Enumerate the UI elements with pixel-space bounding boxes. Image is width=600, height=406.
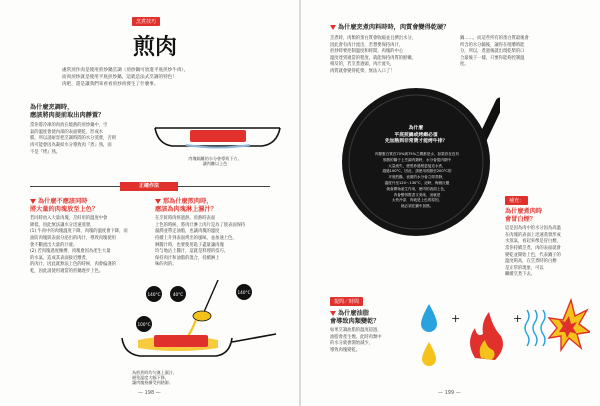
q1-title: 為什麼烹調時， 應該將肉提前取出肉靜置？ [30, 104, 105, 119]
temp-circle [236, 284, 252, 300]
red-triangle-icon [330, 25, 336, 30]
q4-body-col2: 鍋……，而這些所有的蛋白質最後會 所含的水分隨後，讓你在咀嚼時能 分，所以，煮過後就出現乾柴的口 合最後干一樣，只要你能夠控制溫 度。 [460, 36, 529, 68]
q1-body: 當你將冷凍的肉放在燒熱的煎炒鍋中，空 氣的溫度會使內部的表面變乾，形成水 膜，所以請耐容把烹調時間的水分蒸發，否則 肉可能會因為凝結水分導致肉『煮』熟，而 不是『烤』熟。 [30, 123, 116, 155]
section-tag: 烹煮技巧 [132, 17, 160, 26]
q3-body: 在烹飪時肉經過熱，煎熱時表面 上色的時候，將肉汁淋上肉片是為了使表面保持 濕潤並帶走油脂，也讓肉塊的溫度 持續上升到表面烤出的風味，並加速上色。 淋醬汁時，也要使用匙子盡量讓肉塊 均勻地沾上醬汁，這就是料理的技巧。 保持肉汁和油脂的混合，持續淋上 味的肉的。 [155, 216, 246, 268]
water-drop-icon [421, 304, 437, 332]
pan-handle [232, 334, 276, 342]
intro-paragraph: 處常煎作肉是使用煎炒鍋烹調（煎炒鍋可放進平底煎炒牛肉）， 而肉煎炒就是使用平底煎炒鍋，這就是法式烹調的特色！ 肉吧，還是讓我們來看看煎炒肉發生了什麼事。 [62, 68, 189, 88]
page-number-left: — 198 — [138, 390, 161, 396]
svg-text:+: + [451, 312, 461, 325]
right-page [300, 0, 600, 406]
q4-body-col1: 烹煮時，肉類的蛋白質會收縮並且擠出水分， 因此會有肉汁流出，若想要保持肉汁， 煎炒時要控制溫度和時間，肉塊的中心 溫度達到適當的程度，就能保持肉質的鮮嫩。 相反的，若烹煮過頭，肉汁流失， 肉質就會變得乾柴，無法入口了！ [330, 36, 416, 74]
circle-title: 為什麼 平底煎鍋或烤網必須 先加熱到非常燙才能烤牛排？ [384, 126, 448, 145]
page-title: 煎肉 [132, 34, 177, 60]
sidebar1-title: 為什麼煮肉時 會冒白煙？ [505, 208, 543, 223]
q3-block [155, 198, 273, 269]
q2-body: 若同時放入大量肉塊，烹飪用的溫度中會 降低，因此無法讓水分迅速蒸發， (1) 牛肉中的肉塊溫度下降，肉塊的溫度會下降，而 油防肉塊與表面分泌出的肉汁，導致肉塊使用 會不斷流出大量的汁液。 (2) 若肉塊過度擁擠，肉塊會因為產生大量 的水氣，造成其表面接近燉煮， 的肉汁，因此就無法上色的時候，肉會偏淺的 乾，因此請使用適當的煎鍋逐步上色。 [30, 216, 128, 274]
sidebar2-body: 如果烹調油脂的溫度超過， 油脂會產生煙，此時肉類中 的水分就會開始減少， 導致肉塊變乾。 [330, 328, 382, 353]
page-number-right: — 199 — [438, 390, 461, 396]
red-triangle-icon [155, 199, 161, 204]
svg-text:40°C: 40°C [172, 292, 184, 297]
circle-body: 肉類蛋白質在70%到75%之間都是水，如果你在沒有 預熱的鍋子上烹調肉類時，水分會從肉類中 大量流失，使煎炒過程更接近水煮， 超過100°C，因此，請使用預熱至200°C的 平底煎鍋，表面的水分會立即蒸發， 溫度升至120～130°C，這時，梅納反應 就會開始產生作用，使肉的表面上色， 肉會變得既香又美味，這就是 太快冷卻，肉就是上色的原因， 就必須在鍋中加熱。 [374, 152, 460, 209]
sidebar1-body: 這是因為肉中的水分因為高溫 在肉塊的表面上迅速蒸發形成 水蒸氣，看起來像是冒白煙， 當你持續烹煮，肉的表面就會 變乾並開始上色，代表鍋子的 溫度夠高，在烹煮時的白煙 是正常的現象，可以 繼續烹煮下去。 [505, 226, 561, 278]
q2-title: 為什麼不應該同時 將大量的肉塊放至上色？ [30, 198, 99, 213]
q1-block [30, 104, 135, 156]
q4-block [330, 24, 580, 74]
temp-circle [170, 286, 186, 302]
svg-text:+: + [513, 312, 523, 325]
meat-piece [154, 335, 208, 347]
svg-text:140°C: 140°C [237, 290, 251, 295]
q3-title: 那為什麼煎肉時， 應該為肉塊淋上濕汁？ [155, 198, 217, 213]
q2-block [30, 198, 142, 276]
meat-piece [190, 130, 246, 142]
pan2-caption: 為煎煮時均匀淋上濕汁， 避免溫度大幅下降， 讓肉塊持續受到熱源。 [132, 370, 178, 386]
sidebar1-tag: 補充： [505, 196, 528, 205]
oil-drop-icon [422, 342, 436, 366]
sidebar2-block [330, 310, 410, 355]
temp-circle [146, 286, 162, 302]
svg-text:140°C: 140°C [147, 292, 161, 297]
sidebar2-title: 為什麼油脂 會導致肉類變乾？ [330, 310, 380, 325]
red-triangle-icon [30, 199, 36, 204]
spoon-icon [204, 280, 218, 312]
temp-circle [136, 316, 152, 332]
sidebar2-tag: 提問／時間 [330, 297, 363, 306]
q4-title: 為什麼烹煮肉料時時，肉質會變得乾硬？ [338, 24, 450, 31]
sidebar1-block [505, 208, 585, 279]
combustion-illustration [415, 290, 590, 380]
oil-spoon [193, 311, 211, 321]
svg-text:100°C: 100°C [137, 322, 151, 327]
steam-icon [525, 310, 529, 346]
pan-illustration-2 [118, 280, 278, 370]
correct-method-bar: 正確作法 [120, 182, 178, 191]
pan1-caption: 肉塊隔離的水分會導致下方， 讓肉難以上色 [188, 156, 242, 167]
red-triangle-icon [330, 311, 336, 316]
